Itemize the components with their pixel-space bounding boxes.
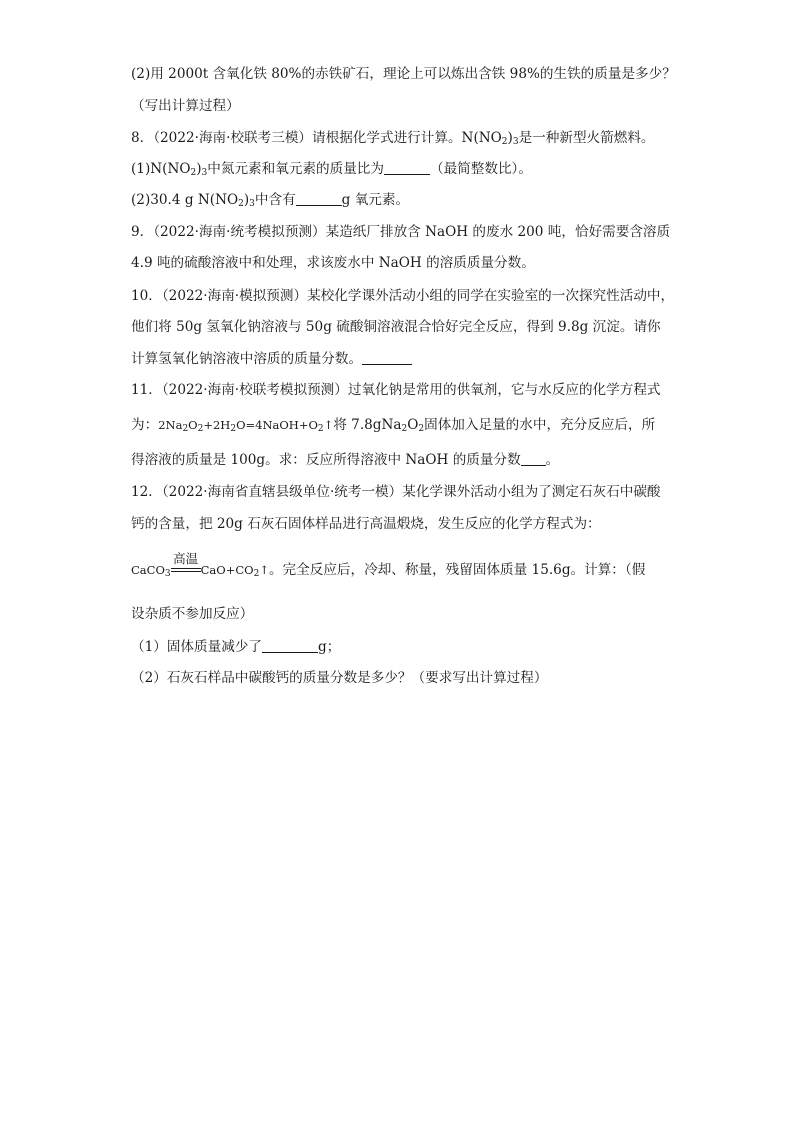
q11-line1: 11．（2022·海南·校联考模拟预测）过氧化钠是常用的供氧剂，它与水反应的化学方程式: [131, 382, 661, 398]
q12-line2: 钙的含量，把 20g 石灰石固体样品进行高温煅烧，发生反应的化学方程式为：: [131, 516, 601, 532]
q12-line3: CaCO$_3$ 高温 $CaO+CO_2↑$。完全反应后，冷却、称量，残留固体质量 15.6g。计算：（假: [131, 551, 646, 579]
q10-line2: 他们将 50g 氢氧化钠溶液与 50g 硫酸铜溶液混合恰好完全反应，得到 9.8g 沉淀。请你: [131, 319, 661, 335]
q12-part1: （1）固体质量减少了 g；: [131, 639, 341, 655]
q8-intro: 8．（2022·海南·校联考三模）请根据化学式进行计算。$N(NO_2)_3$是一种新型火箭燃料。: [131, 130, 655, 147]
q9-line2: 4.9 吨的硫酸溶液中和处理，求该废水中 NaOH 的溶质质量分数。: [131, 255, 535, 271]
answer-blank[interactable]: [521, 451, 546, 466]
q10-line1: 10．（2022·海南·模拟预测）某校化学课外活动小组的同学在实验室的一次探究性活动中，: [131, 288, 675, 304]
q11-line3: 得溶液的质量是 100g。求：反应所得溶液中 NaOH 的质量分数 。: [131, 452, 560, 468]
answer-blank[interactable]: [296, 191, 342, 206]
q11-line2: 为：$2Na_2O_2+2H_2O=4NaOH+O_2↑$将 $7.8gNa_2O_2$固体加入足量的水中，充分反应后，所: [131, 417, 656, 434]
q8-part2: (2)30.4 g $N(NO_2)_3$中含有 g 氧元素。: [131, 192, 410, 209]
q12-part2: （2）石灰石样品中碳酸钙的质量分数是多少？（要求写出计算过程）: [131, 670, 548, 686]
q9-line1: 9．（2022·海南·统考模拟预测）某造纸厂排放含 NaOH 的废水 200 吨，恰好需要含溶质: [131, 224, 671, 240]
q12-line4: 设杂质不参加反应）: [131, 606, 254, 622]
q12-line1: 12．（2022·海南省直辖县级单位·统考一模）某化学课外活动小组为了测定石灰石中碳酸: [131, 484, 661, 500]
answer-blank[interactable]: [362, 350, 412, 365]
answer-blank[interactable]: [384, 160, 430, 175]
chemical-equation: $2Na_2O_2+2H_2O=4NaOH+O_2↑$: [158, 418, 334, 434]
q10-line3: 计算氢氧化钠溶液中溶质的质量分数。: [131, 349, 412, 369]
q8-part1: $(1)N(NO_2)_3$中氮元素和氧元素的质量比为 （最简整数比）。: [131, 161, 532, 178]
reaction-condition: 高温: [171, 566, 201, 572]
answer-blank[interactable]: [262, 638, 318, 653]
q7-part2-line2: （写出计算过程）: [131, 98, 240, 114]
q7-part2-line1: (2)用 2000t 含氧化铁 80%的赤铁矿石，理论上可以炼出含铁 98%的生铁的质量是多少？: [131, 66, 676, 82]
chemical-equation: CaCO$_3$ 高温 $CaO+CO_2↑$: [131, 551, 269, 579]
